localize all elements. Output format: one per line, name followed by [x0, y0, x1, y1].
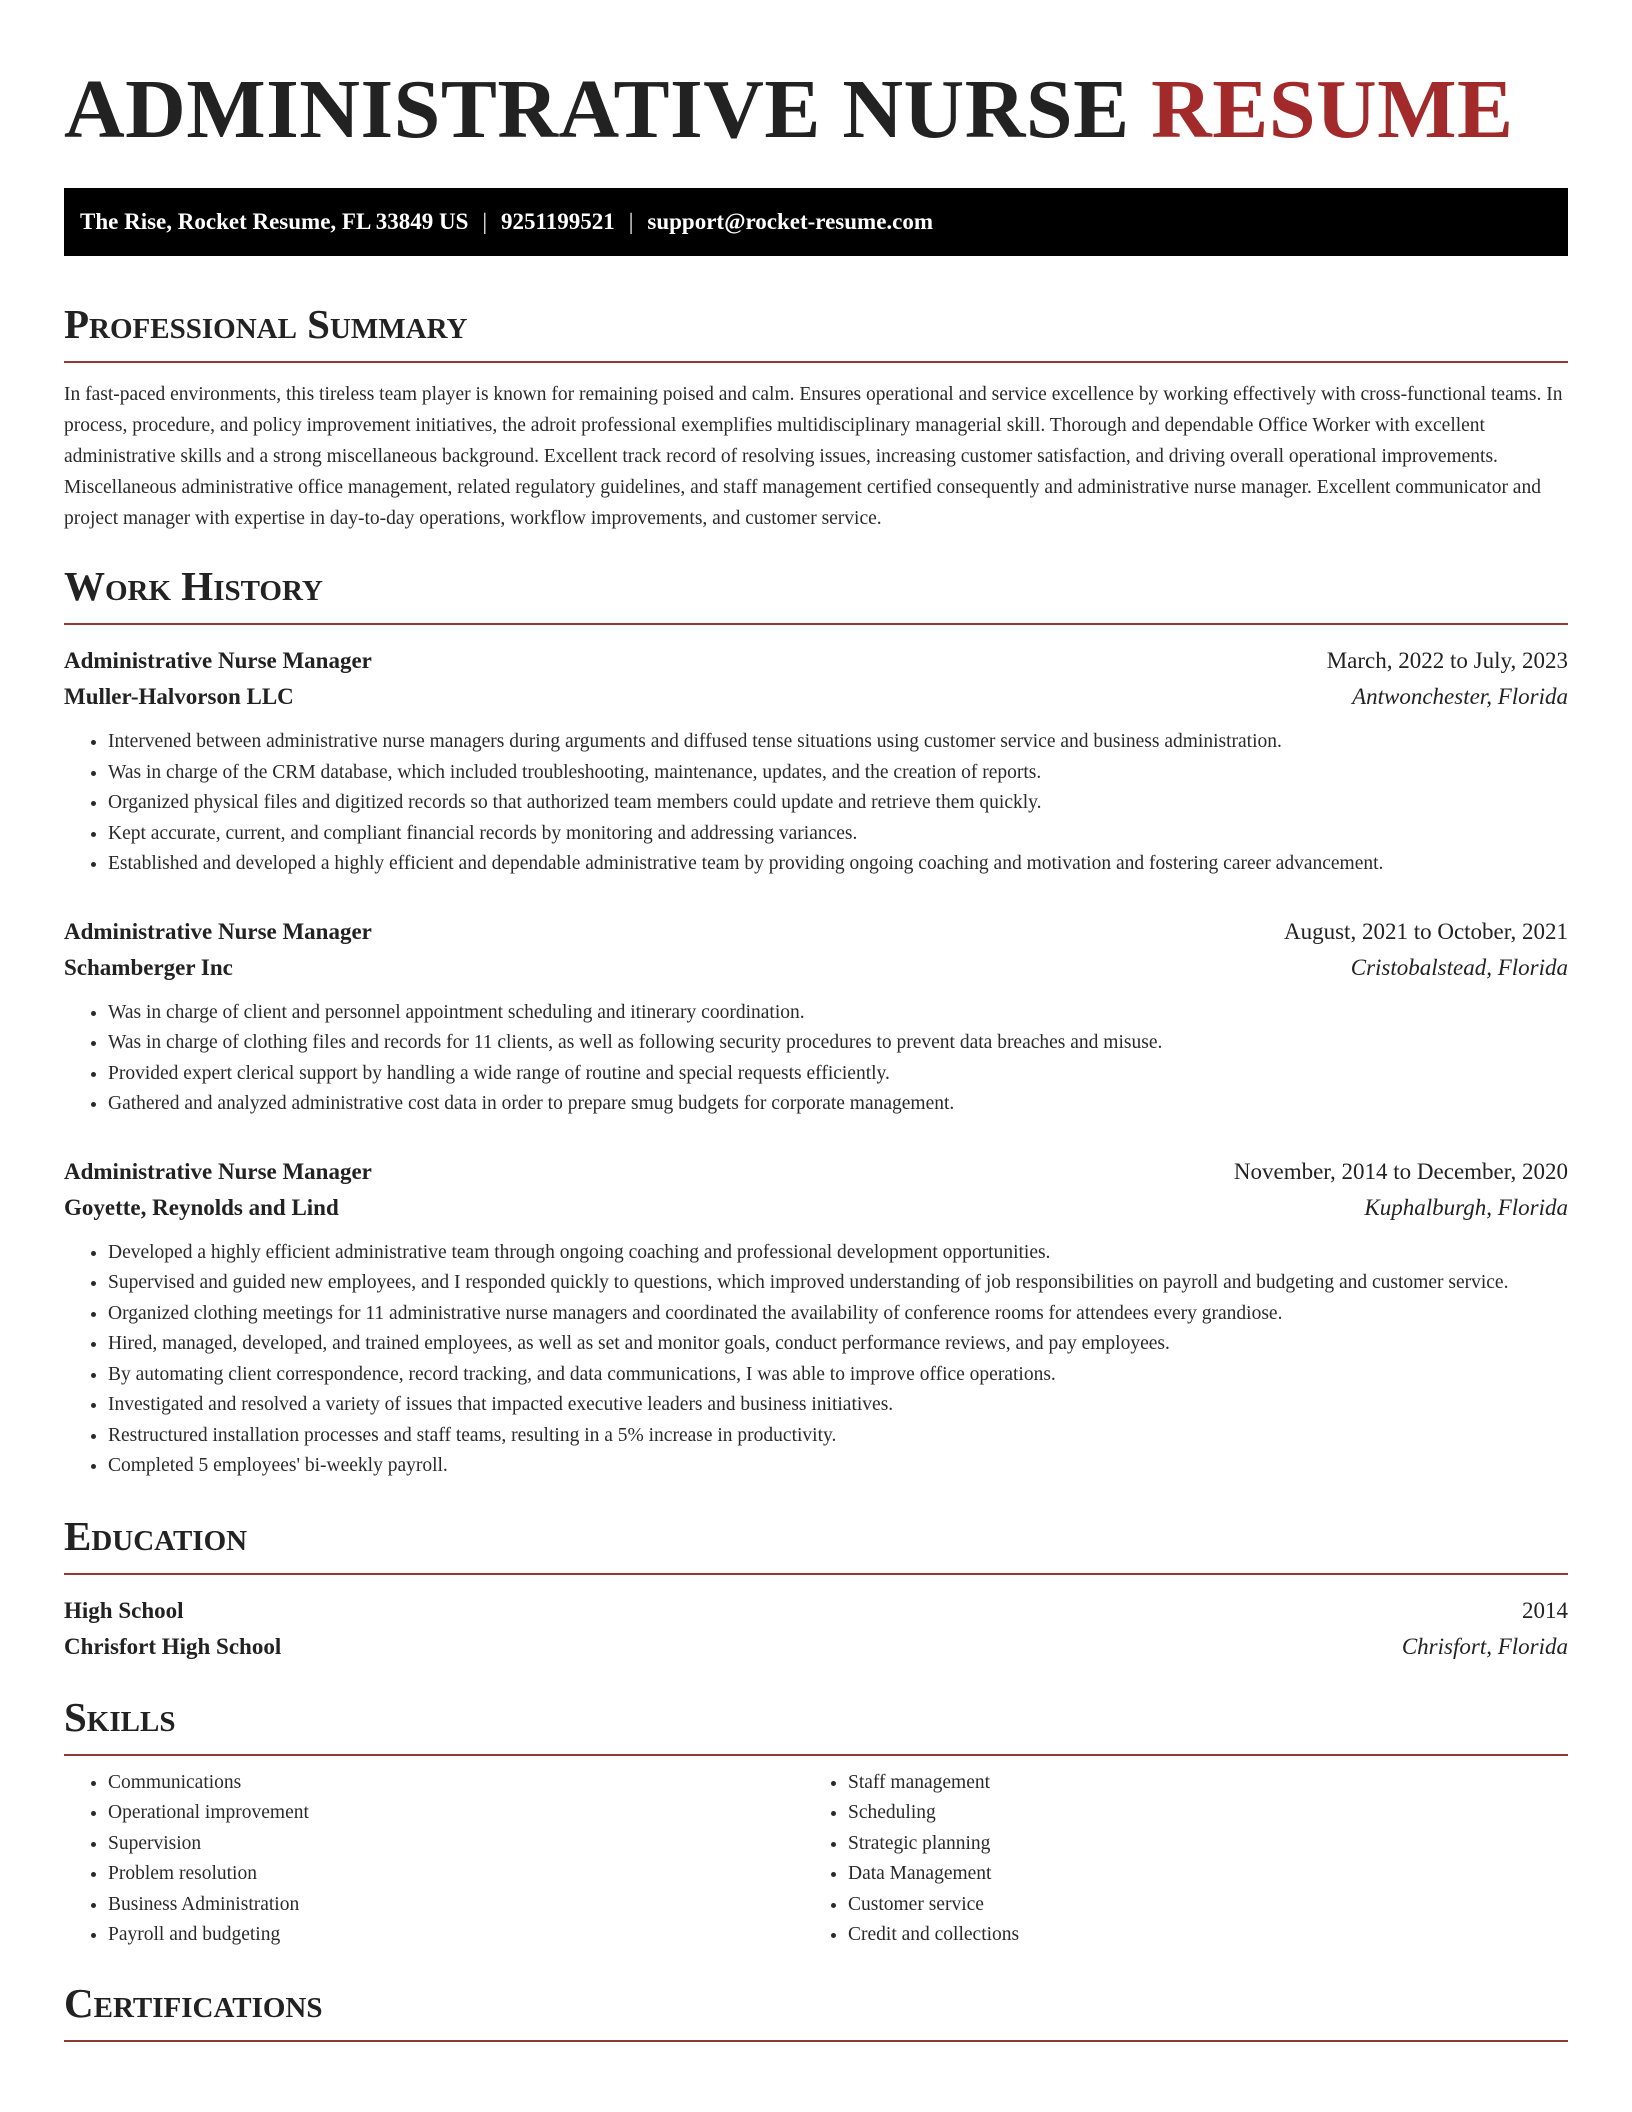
job-company: Goyette, Reynolds and Lind: [64, 1194, 339, 1220]
skill-item: • Operational improvement: [108, 1798, 804, 1829]
skills-column-left: [64, 1768, 804, 1951]
skills-column-right: [804, 1768, 1544, 1951]
skill-item: • Customer service: [848, 1890, 1544, 1921]
contact-email[interactable]: support@rocket-resume.com: [647, 209, 934, 234]
skill-item: • Scheduling: [848, 1798, 1544, 1829]
skill-item: • Problem resolution: [108, 1859, 804, 1890]
job-entry: [64, 643, 1568, 880]
job-title-row: [64, 914, 1568, 950]
job-bullet: • By automating client correspondence, record tracking, and data communications, I was able to improve office operations.: [108, 1360, 1568, 1391]
job-title-row: [64, 643, 1568, 679]
job-bullet: • Developed a highly efficient administrative team through ongoing coaching and professional development opportunities.: [108, 1238, 1568, 1269]
contact-separator: |: [628, 209, 634, 234]
job-company-row: [64, 1190, 1568, 1226]
job-company-row: [64, 679, 1568, 715]
education-degree-row: [64, 1593, 1568, 1629]
job-dates: August, 2021 to October, 2021: [1284, 918, 1568, 944]
skill-item: • Staff management: [848, 1768, 1544, 1799]
job-company: Muller-Halvorson LLC: [64, 684, 294, 710]
job-title: Administrative Nurse Manager: [64, 918, 372, 944]
skill-item: • Supervision: [108, 1829, 804, 1860]
summary-heading: Professional Summary: [64, 302, 1568, 363]
summary-text: In fast-paced environments, this tireless team player is known for remaining poised and calm. Ensures operational and service excellence by working effectively with cross-functional teams. In process, procedure, and policy improvement initiatives, the adroit professional exemplifies multidisciplinary managerial skill. Thorough and dependable Office Worker with excellent administrative skills and a strong miscellaneous background. Excellent track record of resolving issues, increasing customer satisfaction, and driving overall operational improvements. Miscellaneous administrative office management, related regulatory guidelines, and staff management certified consequently and administrative nurse manager. Excellent communicator and project manager with expertise in day-to-day operations, workflow improvements, and customer service.: [64, 384, 1563, 530]
skill-item: • Business Administration: [108, 1890, 804, 1921]
job-title: Administrative Nurse Manager: [64, 1158, 372, 1184]
job-location: Antwonchester, Florida: [1352, 684, 1568, 710]
job-bullet: • Was in charge of the CRM database, which included troubleshooting, maintenance, updates, and the creation of reports.: [108, 758, 1568, 789]
job-location: Kuphalburgh, Florida: [1364, 1194, 1568, 1220]
contact-bar: [64, 188, 1568, 256]
job-entry: [64, 1154, 1568, 1482]
skill-item: • Strategic planning: [848, 1829, 1544, 1860]
education-school: Chrisfort High School: [64, 1633, 282, 1659]
education-heading: Education: [64, 1514, 1568, 1575]
job-dates: March, 2022 to July, 2023: [1326, 648, 1568, 674]
job-bullets: [64, 727, 1568, 880]
contact-address: The Rise, Rocket Resume, FL 33849 US: [80, 209, 469, 234]
job-bullets: [64, 1238, 1568, 1482]
skill-item: • Credit and collections: [848, 1920, 1544, 1951]
job-bullet: • Provided expert clerical support by handling a wide range of routine and special requests efficiently.: [108, 1059, 1568, 1090]
job-bullet: • Established and developed a highly efficient and dependable administrative team by providing ongoing coaching and motivation and fostering career advancement.: [108, 849, 1568, 880]
job-bullet: • Gathered and analyzed administrative cost data in order to prepare smug budgets for corporate management.: [108, 1089, 1568, 1120]
job-title-row: [64, 1154, 1568, 1190]
job-bullet: • Supervised and guided new employees, and I responded quickly to questions, which improved understanding of job responsibilities on payroll and budgeting and customer service.: [108, 1268, 1568, 1299]
education-location: Chrisfort, Florida: [1401, 1633, 1568, 1659]
job-company: Schamberger Inc: [64, 954, 233, 980]
job-bullet: • Organized physical files and digitized records so that authorized team members could update and retrieve them quickly.: [108, 788, 1568, 819]
skills-list: [64, 1768, 1568, 1951]
skill-item: • Communications: [108, 1768, 804, 1799]
job-bullet: • Restructured installation processes and staff teams, resulting in a 5% increase in productivity.: [108, 1421, 1568, 1452]
education-year: 2014: [1522, 1597, 1568, 1623]
work-history-heading: Work History: [64, 564, 1568, 625]
job-bullet: • Intervened between administrative nurse managers during arguments and diffused tense situations using customer service and business administration.: [108, 727, 1568, 758]
job-bullet: • Organized clothing meetings for 11 administrative nurse managers and coordinated the availability of conference rooms for attendees every grandiose.: [108, 1299, 1568, 1330]
title-main: ADMINISTRATIVE NURSE: [64, 63, 1130, 156]
job-bullet: • Hired, managed, developed, and trained employees, as well as set and monitor goals, conduct performance reviews, and pay employees.: [108, 1329, 1568, 1360]
education-entry: [64, 1593, 1568, 1665]
job-bullet: • Kept accurate, current, and compliant financial records by monitoring and addressing variances.: [108, 819, 1568, 850]
contact-separator: |: [482, 209, 488, 234]
job-bullet: • Completed 5 employees' bi-weekly payroll.: [108, 1451, 1568, 1482]
skills-heading: Skills: [64, 1695, 1568, 1756]
job-bullet: • Investigated and resolved a variety of issues that impacted executive leaders and business initiatives.: [108, 1390, 1568, 1421]
skill-item: • Payroll and budgeting: [108, 1920, 804, 1951]
job-entry: [64, 914, 1568, 1120]
education-school-row: [64, 1629, 1568, 1665]
job-bullet: • Was in charge of clothing files and records for 11 clients, as well as following security procedures to prevent data breaches and misuse.: [108, 1028, 1568, 1059]
job-company-row: [64, 950, 1568, 986]
skill-item: • Data Management: [848, 1859, 1544, 1890]
job-location: Cristobalstead, Florida: [1350, 954, 1568, 980]
job-dates: November, 2014 to December, 2020: [1233, 1158, 1568, 1184]
title-accent: RESUME: [1151, 63, 1514, 156]
job-title: Administrative Nurse Manager: [64, 648, 372, 674]
job-bullet: • Was in charge of client and personnel appointment scheduling and itinerary coordination.: [108, 998, 1568, 1029]
job-bullets: [64, 998, 1568, 1120]
resume-title: [64, 56, 1568, 156]
education-degree: High School: [64, 1597, 184, 1623]
certifications-heading: Certifications: [64, 1981, 1568, 2042]
contact-phone[interactable]: 9251199521: [501, 209, 615, 234]
